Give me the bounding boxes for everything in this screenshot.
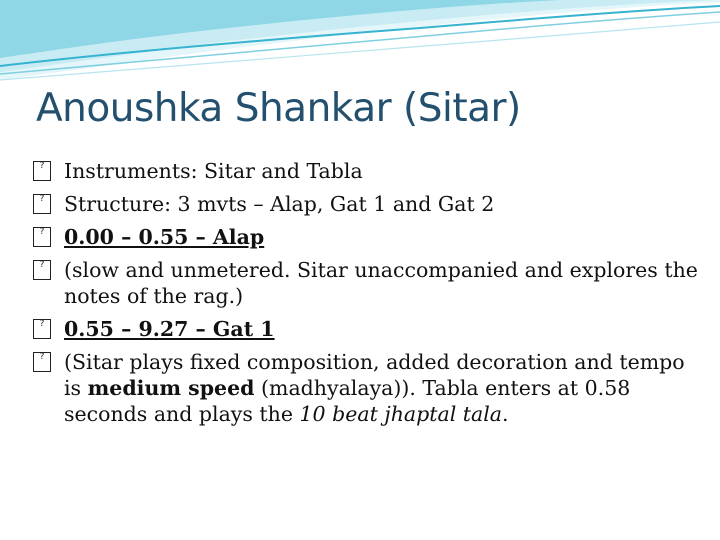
bullet-list [32, 158, 704, 434]
bullet-item [32, 158, 704, 184]
bullet-icon: ? [33, 352, 51, 372]
bullet-item [32, 316, 704, 342]
bullet-text: Instruments: Sitar and Tabla [64, 159, 363, 183]
bullet-icon: ? [33, 319, 51, 339]
bullet-item [32, 349, 704, 427]
bullet-icon: ? [33, 161, 51, 181]
bullet-icon: ? [33, 194, 51, 214]
bullet-text [64, 350, 685, 426]
bullet-text-italic: 10 beat jhaptal tala [299, 402, 503, 426]
slide-title: Anoushka Shankar (Sitar) [36, 86, 521, 131]
bullet-text-gat1-heading: 0.55 – 9.27 – Gat 1 [64, 317, 275, 341]
bullet-text-alap-heading: 0.00 – 0.55 – Alap [64, 225, 265, 249]
bullet-item [32, 257, 704, 309]
bullet-text-part: . [502, 402, 509, 426]
bullet-text-part: (madhyalaya)). Tabla enters at 0.58 seconds and plays the [64, 376, 631, 426]
bullet-item [32, 224, 704, 250]
bullet-text-part: (Sitar plays fixed composition, added decoration and tempo is [64, 350, 685, 400]
bullet-text: (slow and unmetered. Sitar unaccompanied and explores the notes of the rag.) [64, 258, 698, 308]
bullet-item [32, 191, 704, 217]
header-wave-decoration [0, 0, 720, 85]
bullet-text: Structure: 3 mvts – Alap, Gat 1 and Gat 2 [64, 192, 495, 216]
bullet-text-bold: medium speed [87, 376, 255, 400]
bullet-icon: ? [33, 260, 51, 280]
bullet-icon: ? [33, 227, 51, 247]
